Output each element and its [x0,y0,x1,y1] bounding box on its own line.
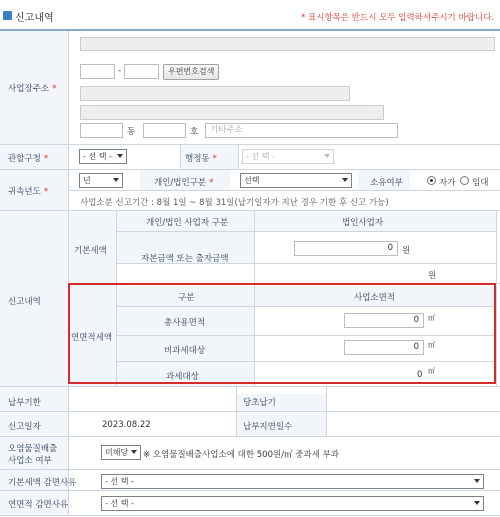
area-reduction-label: 연면적 감면사유 [8,500,69,510]
radio-own[interactable] [427,176,436,185]
chevron-down-icon [117,154,123,158]
radio-rent[interactable] [460,176,469,185]
report-date-label: 신고일자 [8,422,41,432]
chevron-down-icon [474,501,480,505]
taxable-area-value: 0 [417,370,423,380]
capital-amount-label: 자본금액 또는 출자금액 [141,254,229,264]
pollution-select[interactable]: 미해당 [101,445,141,460]
etc-address-input[interactable]: 기타주소 [205,123,398,138]
area-reduction-select[interactable]: - 선 택 - [101,496,484,511]
basic-reduction-select[interactable]: - 선 택 - [101,474,484,489]
dong-label: 행정동 * [185,154,217,164]
chevron-down-icon [131,450,137,454]
year-label: 귀속년도 * [8,187,49,197]
required-note: * 표시항목은 반드시 모두 입력하셔주시기 바랍니다. [301,13,494,23]
pollution-label: 오염물질배출 사업소 여부 [8,444,58,466]
zip-search-button[interactable]: 우편번호검색 [163,64,219,80]
basic-tax-label: 기본세액 [74,246,107,256]
original-deadline-label: 당초납기 [243,398,276,408]
chevron-down-icon [342,178,348,182]
chevron-down-icon [113,178,119,182]
zip-code-first-input[interactable] [80,64,115,79]
basic-col-type: 개인/법인 사업자 구분 [146,218,229,228]
dong-select[interactable]: - 선 택 - [242,149,334,164]
chevron-down-icon [324,154,330,158]
chevron-down-icon [474,479,480,483]
jurisdiction-label: 관할구청 * [8,154,49,164]
nontaxable-area-input[interactable]: 0 [344,340,424,355]
report-date-value: 2023.08.22 [102,420,151,430]
ownership-label: 소유여부 [370,178,403,188]
address-line-input[interactable] [80,37,495,51]
ho-number-input[interactable] [143,123,186,138]
period-note: 사업소분 신고기간 : 8월 1일 ~ 8월 31일(납기일자가 지난 경우 기한 후 신고 가능) [80,198,389,208]
address-label: 사업장주소 * [8,84,57,94]
jurisdiction-select[interactable]: - 선 택 - [79,149,127,164]
zip-code-second-input[interactable] [124,64,159,79]
area-tax-label: 연면적세액 [71,333,113,343]
business-type-label: 개인/법인구분 * [154,178,214,188]
year-select[interactable]: 년 [79,173,123,188]
basic-reduction-label: 기본세액 감면사유 [8,478,77,488]
area-row-label: 과세대상 [166,372,199,382]
report-label: 신고내역 [8,297,41,307]
capital-amount-input[interactable]: 0 [294,241,398,256]
basic-col-corp: 법인사업자 [342,218,384,228]
area-col-type: 구분 [178,293,195,303]
area-row-label: 총사용면적 [164,318,206,328]
area-row-label: 비과세대상 [164,346,206,356]
pollution-note: ※ 오염물질배출사업소에 대한 500원/㎡ 중과세 부과 [143,450,340,460]
business-type-select[interactable]: 선택 [240,173,352,188]
jibun-address-input[interactable] [80,105,384,120]
delay-days-label: 납부지연일수 [243,422,293,432]
section-icon [3,11,12,20]
area-col-area: 사업소면적 [354,293,396,303]
top-divider [0,29,500,31]
road-address-input[interactable] [80,86,350,101]
total-area-input[interactable]: 0 [344,313,424,328]
dong-number-input[interactable] [80,123,123,138]
due-date-label: 납부기한 [8,398,41,408]
section-title: 신고내역 [15,13,54,24]
